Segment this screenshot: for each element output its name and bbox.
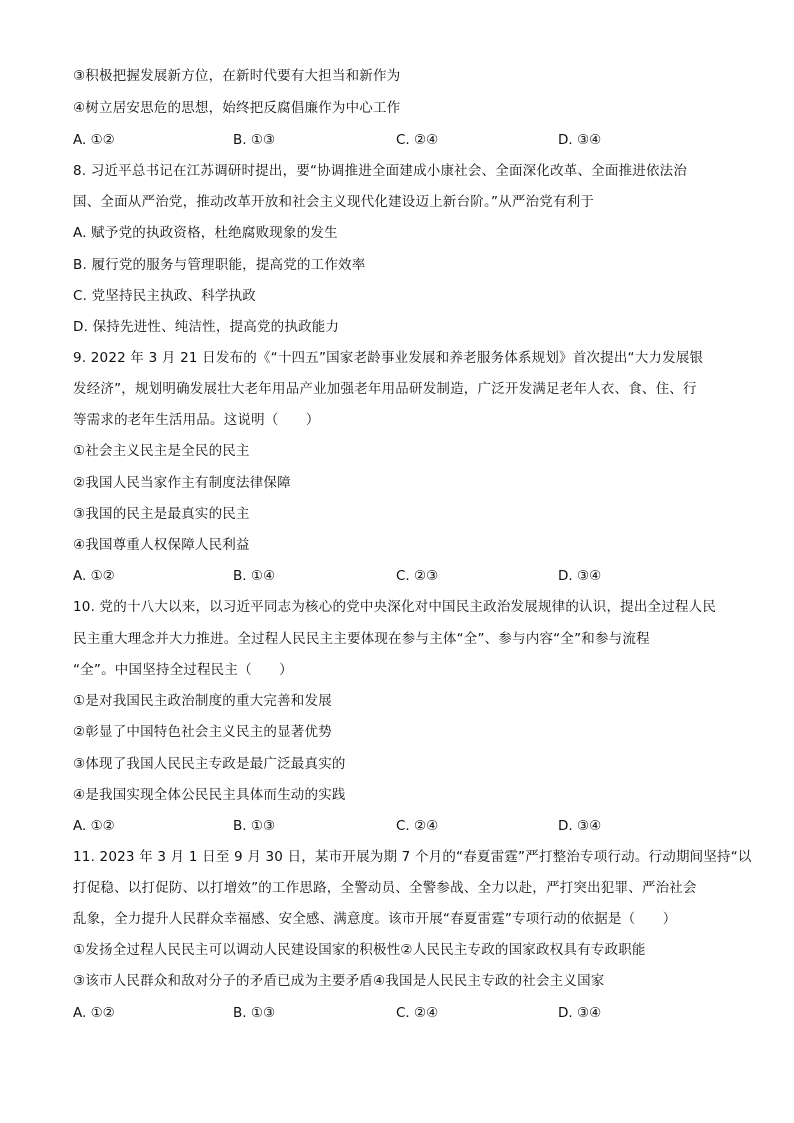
option-b: B. ①④ xyxy=(233,568,276,584)
q10-item-2: ②彰显了中国特色社会主义民主的显著优势 xyxy=(73,724,332,740)
q10-stem-line-2: 民主重大理念并大力推进。全过程人民民主主要体现在参与主体“全”、参与内容“全”和参与流程 xyxy=(73,631,650,647)
option-a: A. ①② xyxy=(73,568,115,584)
q7-item-3: ③积极把握发展新方位，在新时代要有大担当和新作为 xyxy=(73,68,401,84)
q8-option-b: B. 履行党的服务与管理职能，提高党的工作效率 xyxy=(73,257,366,273)
q11-options xyxy=(73,1004,733,1022)
q10-stem-line-1: 10. 党的十八大以来，以习近平同志为核心的党中央深化对中国民主政治发展规律的认识，提出全过程人民 xyxy=(73,599,717,615)
q10-item-4: ④是我国实现全体公民民主具体而生动的实践 xyxy=(73,787,346,803)
option-c: C. ②④ xyxy=(396,132,439,148)
option-d: D. ③④ xyxy=(558,568,602,584)
q11-items-line-1: ①发扬全过程人民民主可以调动人民建设国家的积极性②人民民主专政的国家政权具有专政职能 xyxy=(73,942,646,958)
q9-stem-line-2: 发经济”，规划明确发展壮大老年用品产业加强老年用品研发制造，广泛开发满足老年人衣、食、住、行 xyxy=(73,381,697,397)
q10-options xyxy=(73,817,733,835)
option-c: C. ②④ xyxy=(396,818,439,834)
q10-item-3: ③体现了我国人民民主专政是最广泛最真实的 xyxy=(73,756,346,772)
option-d: D. ③④ xyxy=(558,818,602,834)
option-a: A. ①② xyxy=(73,132,115,148)
q9-item-2: ②我国人民当家作主有制度法律保障 xyxy=(73,475,291,491)
q11-stem-line-1: 11. 2023 年 3 月 1 日至 9 月 30 日，某市开展为期 7 个月的“春夏雷霆”严打整治专项行动。行动期间坚持“以 xyxy=(73,849,752,865)
q8-option-a: A. 赋予党的执政资格，杜绝腐败现象的发生 xyxy=(73,225,338,241)
q9-stem-line-1: 9. 2022 年 3 月 21 日发布的《“十四五”国家老龄事业发展和养老服务体系规划》首次提出“大力发展银 xyxy=(73,350,704,366)
q9-item-1: ①社会主义民主是全民的民主 xyxy=(73,443,250,459)
q11-stem-line-2: 打促稳、以打促防、以打增效”的工作思路，全警动员、全警参战、全力以赴，严打突出犯罪、严治社会 xyxy=(73,880,697,896)
option-a: A. ①② xyxy=(73,818,115,834)
option-b: B. ①③ xyxy=(233,132,276,148)
q7-options xyxy=(73,131,733,149)
option-d: D. ③④ xyxy=(558,132,602,148)
q11-items-line-2: ③该市人民群众和敌对分子的矛盾已成为主要矛盾④我国是人民民主专政的社会主义国家 xyxy=(73,973,605,989)
option-c: C. ②④ xyxy=(396,1005,439,1021)
q9-item-3: ③我国的民主是最真实的民主 xyxy=(73,506,250,522)
option-b: B. ①③ xyxy=(233,818,276,834)
q8-option-c: C. 党坚持民主执政、科学执政 xyxy=(73,288,257,304)
q10-item-1: ①是对我国民主政治制度的重大完善和发展 xyxy=(73,693,332,709)
q11-stem-line-3: 乱象，全力提升人民群众幸福感、安全感、满意度。该市开展“春夏雷霆”专项行动的依据是（ ） xyxy=(73,911,677,927)
q7-item-4: ④树立居安思危的思想，始终把反腐倡廉作为中心工作 xyxy=(73,100,401,116)
q8-option-d: D. 保持先进性、纯洁性，提高党的执政能力 xyxy=(73,319,340,335)
option-c: C. ②③ xyxy=(396,568,439,584)
option-d: D. ③④ xyxy=(558,1005,602,1021)
option-a: A. ①② xyxy=(73,1005,115,1021)
q8-stem-line-1: 8. 习近平总书记在江苏调研时提出，要“协调推进全面建成小康社会、全面深化改革、全面推进依法治 xyxy=(73,163,688,179)
option-b: B. ①③ xyxy=(233,1005,276,1021)
q10-stem-line-3: “全”。中国坚持全过程民主（ ） xyxy=(73,662,293,678)
q8-stem-line-2: 国、全面从严治党，推动改革开放和社会主义现代化建设迈上新台阶。”从严治党有利于 xyxy=(73,194,595,210)
q9-stem-line-3: 等需求的老年生活用品。这说明（ ） xyxy=(73,412,320,428)
q9-options xyxy=(73,567,733,585)
q9-item-4: ④我国尊重人权保障人民利益 xyxy=(73,537,250,553)
